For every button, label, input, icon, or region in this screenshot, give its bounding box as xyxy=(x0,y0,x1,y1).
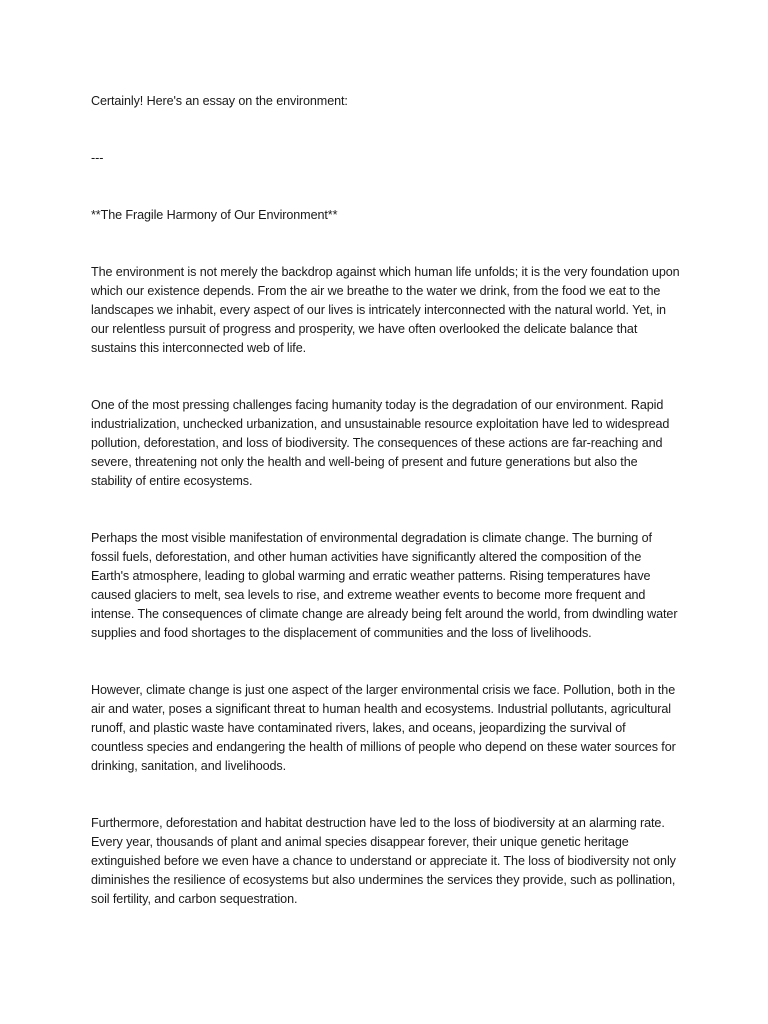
essay-title: **The Fragile Harmony of Our Environment** xyxy=(91,208,338,222)
paragraph-2: One of the most pressing challenges facing humanity today is the degradation of our environment. Rapid industrialization, unchecked urbanization, and unsustainable resource exploitation have led to widespread pollution, deforestation, and loss of biodiversity. The consequences of these actions are far-reaching and severe, threatening not only the health and well-being of present and future generations but also the stability of entire ecosystems. xyxy=(91,398,670,488)
paragraph-1: The environment is not merely the backdrop against which human life unfolds; it is the very foundation upon which our existence depends. From the air we breathe to the water we drink, from the food we eat to the landscapes we inhabit, every aspect of our lives is intricately interconnected with the natural world. Yet, in our relentless pursuit of progress and prosperity, we have often overlooked the delicate balance that sustains this interconnected web of life. xyxy=(91,265,680,355)
paragraph-5: Furthermore, deforestation and habitat destruction have led to the loss of biodiversity at an alarming rate. Every year, thousands of plant and animal species disappear forever, their unique genetic heritage extinguished before we even have a chance to understand or appreciate it. The loss of biodiversity not only diminishes the resilience of ecosystems but also undermines the services they provide, such as pollination, soil fertility, and carbon sequestration. xyxy=(91,816,676,906)
separator-line: --- xyxy=(91,151,104,165)
paragraph-4: However, climate change is just one aspect of the larger environmental crisis we face. Pollution, both in the air and water, poses a significant threat to human health and ecosystems. Industrial pollutants, agricultural runoff, and plastic waste have contaminated rivers, lakes, and oceans, jeopardizing the survival of countless species and endangering the health of millions of people who depend on these water sources for drinking, sanitation, and livelihoods. xyxy=(91,683,676,773)
document-body xyxy=(91,92,681,909)
paragraph-3: Perhaps the most visible manifestation of environmental degradation is climate change. The burning of fossil fuels, deforestation, and other human activities have significantly altered the composition of the Earth's atmosphere, leading to global warming and erratic weather patterns. Rising temperatures have caused glaciers to melt, sea levels to rise, and extreme weather events to become more frequent and intense. The consequences of climate change are already being felt around the world, from dwindling water supplies and food shortages to the displacement of communities and the loss of livelihoods. xyxy=(91,531,678,640)
intro-line: Certainly! Here's an essay on the environment: xyxy=(91,94,348,108)
